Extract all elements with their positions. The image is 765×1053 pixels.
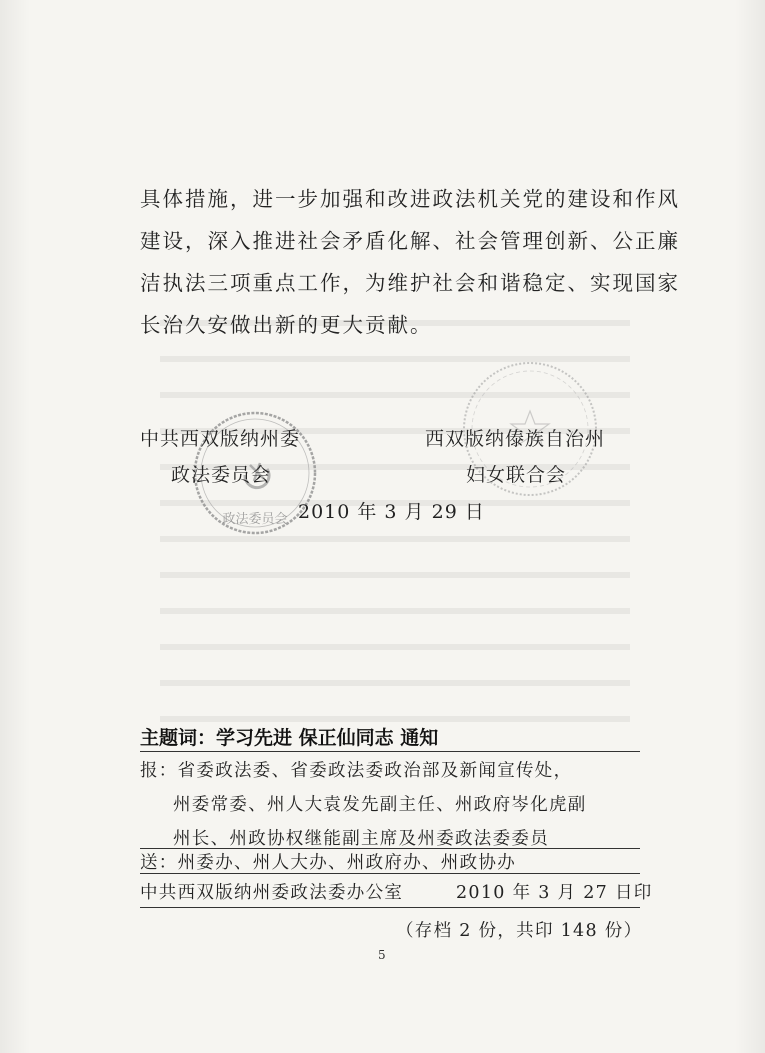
send-recipients: 送：州委办、州人大办、州政府办、州政协办	[140, 853, 516, 873]
divider	[140, 751, 640, 752]
body-paragraph	[140, 178, 680, 346]
report-recipients-line3: 州长、州政协权继能副主席及州委政法委委员	[173, 829, 549, 849]
signature-left-line1: 中共西双版纳州委	[140, 428, 301, 450]
keywords-line: 主题词：学习先进 保正仙同志 通知	[140, 727, 439, 749]
scan-shadow-left	[0, 0, 30, 1053]
signature-date: 2010 年 3 月 29 日	[298, 501, 485, 523]
signature-left-line2: 政法委员会	[171, 464, 272, 486]
report-recipients-line2: 州委常委、州人大袁发先副主任、州政府岑化虎副	[173, 795, 587, 815]
body-line: 长治久安做出新的更大贡献。	[140, 313, 433, 337]
divider	[140, 907, 640, 908]
divider	[140, 873, 640, 874]
page-number: 5	[378, 948, 386, 962]
body-line: 具体措施，进一步加强和改进政法机关党的建设和作风	[140, 187, 680, 211]
issue-date: 2010 年 3 月 27 日印	[456, 883, 653, 903]
body-line: 洁执法三项重点工作，为维护社会和谐稳定、实现国家	[140, 271, 680, 295]
report-recipients-line1: 报：省委政法委、省委政法委政治部及新闻宣传处，	[140, 761, 573, 781]
signature-right-line1: 西双版纳傣族自治州	[425, 428, 606, 450]
issuer-office: 中共西双版纳州委政法委办公室	[140, 883, 404, 903]
body-line: 建设，深入推进社会矛盾化解、社会管理创新、公正廉	[140, 229, 680, 253]
left-seal-text: 政法委员会	[222, 512, 288, 527]
scan-shadow-right	[735, 0, 765, 1053]
copies-note: （存档 2 份，共印 148 份）	[396, 921, 643, 941]
signature-right-line2: 妇女联合会	[466, 464, 567, 486]
